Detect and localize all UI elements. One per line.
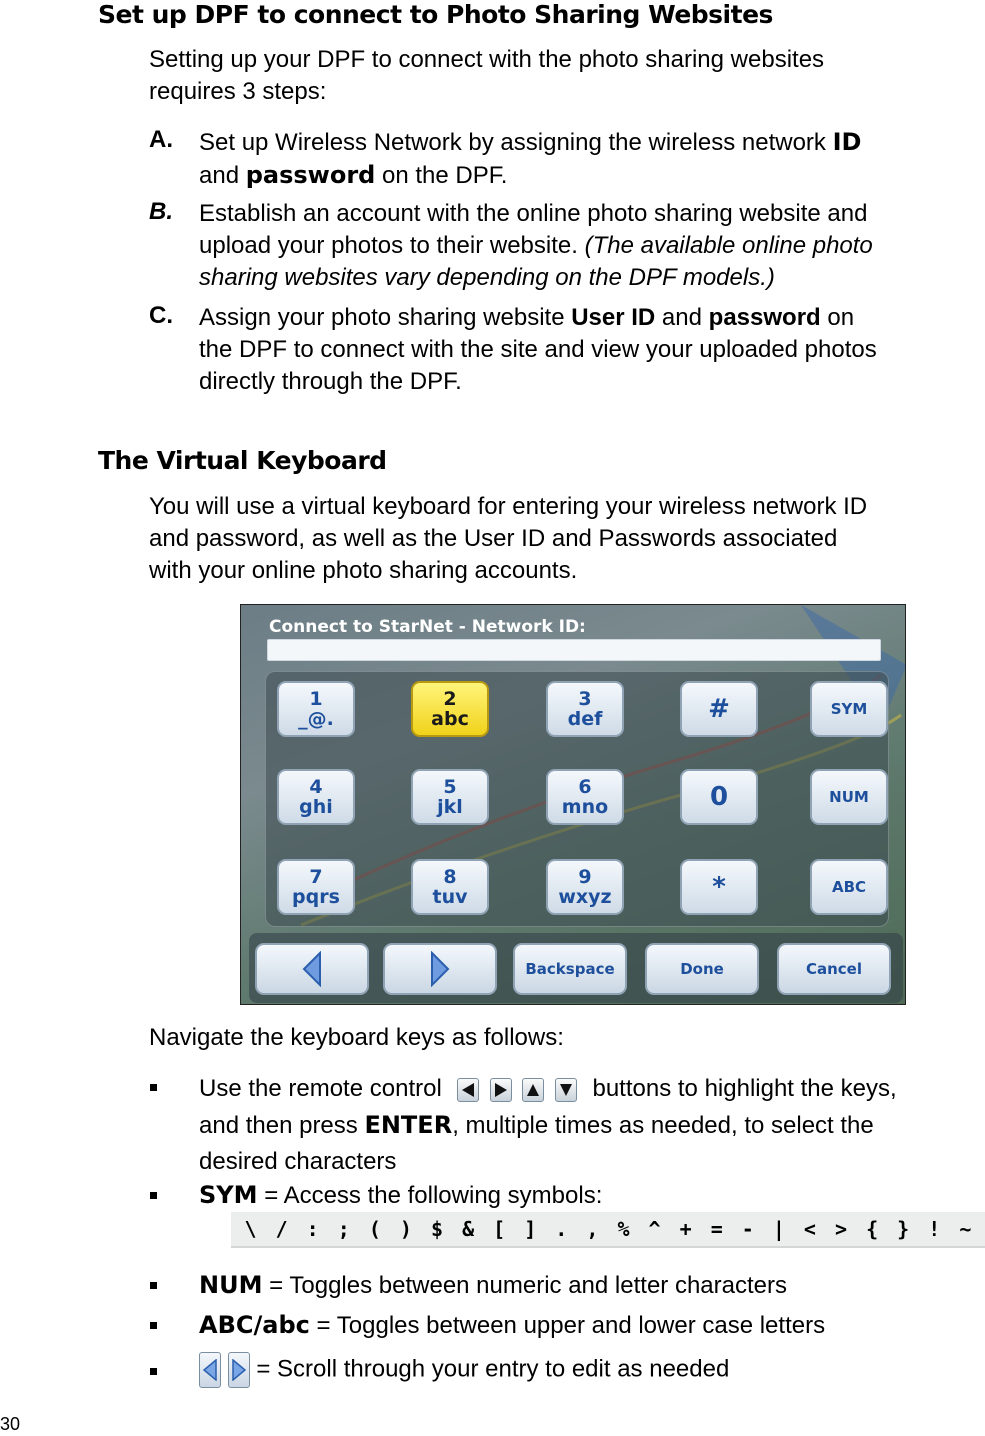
- bullet-scroll-text: = Scroll through your entry to edit as needed: [199, 1352, 729, 1388]
- key-primary-label: 7: [309, 866, 323, 888]
- symbol-char: :: [306, 1217, 319, 1241]
- symbol-char: <: [803, 1217, 816, 1241]
- key-letters-label: abc: [431, 708, 469, 730]
- navigate-intro: Navigate the keyboard keys as follows:: [149, 1024, 564, 1051]
- key-primary-label: 0: [709, 782, 729, 812]
- bullet-remote-text: Use the remote control buttons to highlight the keys, and then press ENTER, multiple times as needed, to select the desired characters: [199, 1075, 897, 1175]
- key-primary-label: SYM: [830, 700, 868, 718]
- key-letters-label: pqrs: [292, 886, 340, 908]
- symbol-char: \: [244, 1217, 257, 1241]
- key-primary-label: ABC: [831, 878, 867, 896]
- symbol-char: (: [368, 1217, 381, 1241]
- symbol-char: &: [462, 1217, 475, 1241]
- key-star[interactable]: [680, 859, 758, 915]
- left-arrow-icon: [302, 951, 322, 987]
- step-letter-b: B.: [149, 198, 173, 225]
- symbol-char: }: [897, 1217, 910, 1241]
- entry-field[interactable]: [267, 639, 881, 661]
- key-3[interactable]: [546, 681, 624, 737]
- symbol-char: {: [866, 1217, 879, 1241]
- key-1[interactable]: [277, 681, 355, 737]
- key-5[interactable]: [411, 769, 489, 825]
- symbol-char: =: [710, 1217, 723, 1241]
- key-primary-label: 9: [578, 866, 592, 888]
- key-4[interactable]: [277, 769, 355, 825]
- step-a-text: Set up Wireless Network by assigning the wireless network ID and password on the DPF.: [199, 128, 862, 189]
- step-letter-c: C.: [149, 302, 173, 329]
- key-letters-label: wxyz: [558, 886, 612, 908]
- remote-up-icon: [522, 1078, 544, 1102]
- right-arrow-icon: [430, 951, 450, 987]
- symbol-char: -: [741, 1217, 754, 1241]
- step-letter-a: A.: [149, 126, 173, 153]
- section-heading-virtual-keyboard: The Virtual Keyboard: [98, 446, 387, 475]
- symbol-char: %: [617, 1217, 630, 1241]
- keyboard-title: Connect to StarNet - Network ID:: [269, 617, 586, 637]
- symbol-char: !: [928, 1217, 941, 1241]
- key-8[interactable]: [411, 859, 489, 915]
- remote-down-icon: [555, 1078, 577, 1102]
- key-primary-label: 3: [578, 688, 592, 710]
- setup-intro-line: requires 3 steps:: [149, 78, 327, 105]
- symbol-char: ]: [524, 1217, 537, 1241]
- key-letters-label: _@.: [298, 708, 334, 730]
- key-letters-label: def: [567, 708, 603, 730]
- step-c-text: Assign your photo sharing website User ID and password on the DPF to connect with the site and view your uploaded photos directly through the DPF.: [199, 304, 877, 395]
- scroll-left-icon: [199, 1352, 221, 1388]
- key-primary-label: 2: [443, 688, 457, 710]
- key-9[interactable]: [546, 859, 624, 915]
- bullet-icon: [150, 1368, 157, 1375]
- key-primary-label: 8: [443, 866, 457, 888]
- setup-intro: [149, 44, 824, 108]
- symbol-char: [: [493, 1217, 506, 1241]
- bullet-icon: [150, 1084, 157, 1091]
- symbol-char: .: [555, 1217, 568, 1241]
- key-primary-label: #: [708, 694, 730, 724]
- key-num[interactable]: [810, 769, 888, 825]
- bullet-icon: [150, 1282, 157, 1289]
- key-hash[interactable]: [680, 681, 758, 737]
- remote-left-icon: [457, 1078, 479, 1102]
- key-primary-label: NUM: [829, 788, 869, 806]
- key-2[interactable]: [411, 681, 489, 737]
- key-6[interactable]: [546, 769, 624, 825]
- key-0[interactable]: [680, 769, 758, 825]
- symbol-char: $: [430, 1217, 444, 1241]
- symbol-char: ;: [337, 1217, 350, 1241]
- bullet-sym-text: SYM = Access the following symbols:: [199, 1181, 603, 1209]
- symbol-char: ~: [959, 1217, 972, 1241]
- done-button[interactable]: Done: [645, 943, 759, 995]
- section-heading-setup: Set up DPF to connect to Photo Sharing Websites: [98, 0, 773, 29]
- key-primary-label: 4: [309, 776, 323, 798]
- right-arrow-button[interactable]: [383, 943, 497, 995]
- symbol-char: +: [679, 1217, 692, 1241]
- symbol-char: >: [835, 1217, 848, 1241]
- backspace-button[interactable]: Backspace: [513, 943, 627, 995]
- virtual-keyboard-screenshot: [240, 604, 906, 1005]
- keyboard-intro: You will use a virtual keyboard for entering your wireless network ID and password, as well as the User ID and Passwords associated with your online photo sharing accounts.: [149, 493, 868, 584]
- bullet-abc-text: ABC/abc = Toggles between upper and lower case letters: [199, 1311, 826, 1339]
- symbol-char: /: [275, 1217, 288, 1241]
- bullet-num-text: NUM = Toggles between numeric and letter characters: [199, 1271, 787, 1299]
- key-primary-label: 6: [578, 776, 592, 798]
- key-abc[interactable]: [810, 859, 888, 915]
- page-number: 30: [0, 1414, 21, 1434]
- key-primary-label: 1: [309, 688, 323, 710]
- scroll-right-icon: [228, 1352, 250, 1388]
- step-b-text: Establish an account with the online photo sharing website and upload your photos to their website. (The available online photo sharing websites vary depending on the DPF models.): [199, 200, 873, 291]
- symbol-char: ): [399, 1217, 412, 1241]
- key-primary-label: 5: [443, 776, 457, 798]
- symbol-char: ,: [586, 1217, 599, 1241]
- key-letters-label: jkl: [437, 796, 463, 818]
- key-sym[interactable]: [810, 681, 888, 737]
- bullet-icon: [150, 1322, 157, 1329]
- symbol-char: |: [772, 1217, 785, 1241]
- setup-intro-line: Setting up your DPF to connect with the photo sharing websites: [149, 46, 825, 73]
- key-letters-label: mno: [561, 796, 609, 818]
- cancel-button[interactable]: Cancel: [777, 943, 891, 995]
- key-primary-label: *: [712, 872, 726, 902]
- key-letters-label: tuv: [432, 886, 468, 908]
- key-letters-label: ghi: [299, 796, 333, 818]
- remote-right-icon: [490, 1078, 512, 1102]
- bullet-icon: [150, 1192, 157, 1199]
- symbol-char: ^: [648, 1217, 661, 1241]
- symbol-list: [231, 1212, 985, 1248]
- key-7[interactable]: [277, 859, 355, 915]
- left-arrow-button[interactable]: [255, 943, 369, 995]
